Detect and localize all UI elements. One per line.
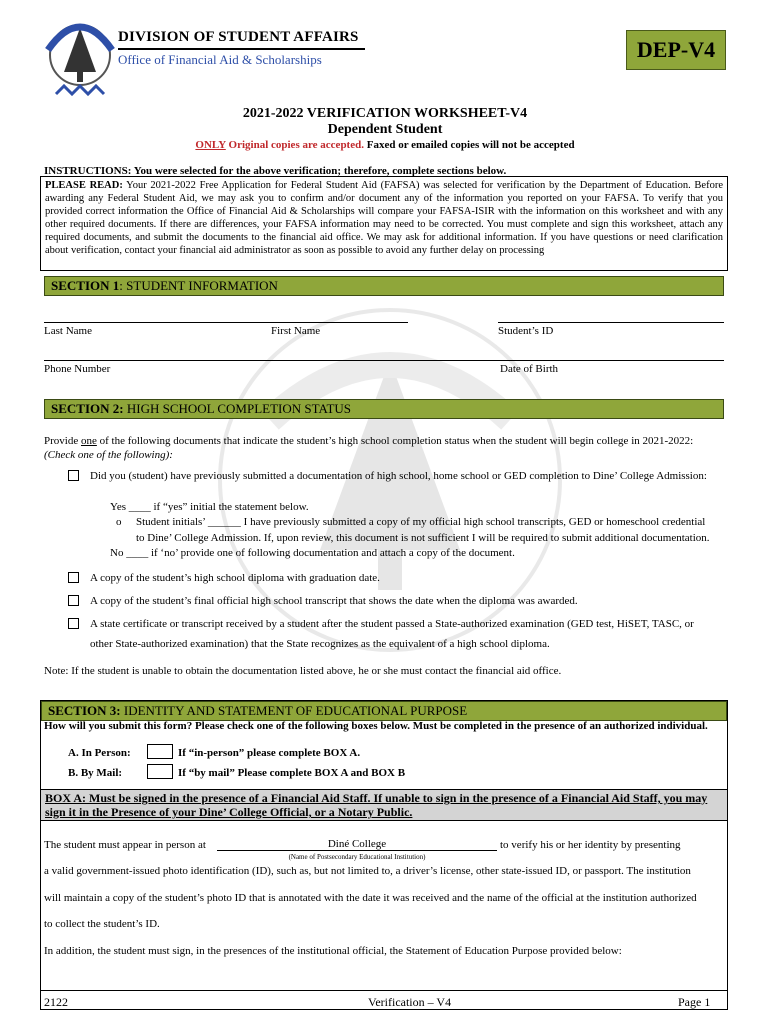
in-person-text: If “in-person” please complete BOX A. [178, 747, 361, 759]
please-read-box: PLEASE READ: Your 2021-2022 Free Application for Federal Student Aid (FAFSA) was selected for verification by the Department of Education. Before awarding any Federal Student Aid, we may ask you to confirm and/or document any of the information you reported on your FAFSA. To verify that you provided correct information the Office of Financial Aid & Scholarships will compare your FAFSA-ISIR with the information on this worksheet and with any other required documents. If there are differences, your FAFSA information may need to be corrected. You must complete and sign this worksheet, attach any required documents, and submit the documents to the financial aid office. We may ask for additional information. If you have questions or need clarification about verification, contact your financial aid administrator as soon as possible to avoid any further delay on processing [40, 176, 728, 271]
statement-intro: In addition, the student must sign, in the presences of the institutional official, the Statement of Education Purpose provided below: [44, 945, 622, 957]
photo-id-text-2: will maintain a copy of the student’s photo ID that is annotated with the date it was received and the name of the official at the institution authorized [44, 892, 697, 904]
section-2-header: SECTION 2: HIGH SCHOOL COMPLETION STATUS [44, 399, 724, 419]
photo-id-text-1: a valid government-issued photo identification (ID), such as, but not limited to, a driver’s license, other state-issued ID, or passport. The institution [44, 865, 691, 877]
option-previously-submitted-checkbox[interactable] [68, 470, 79, 481]
yes-line: Yes ____ if “yes” initial the statement below. [110, 501, 309, 513]
option-state-certificate-checkbox[interactable] [68, 618, 79, 629]
option-transcript-label: A copy of the student’s final official high school transcript that shows the date when the diploma was awarded. [90, 595, 578, 607]
phone-dob-line[interactable] [44, 360, 724, 361]
option-diploma-label: A copy of the student’s high school diploma with graduation date. [90, 572, 380, 584]
option-state-certificate-label-1: A state certificate or transcript received by a student after the student passed a State-authorized examination (GED test, HiSET, TASC, or [90, 618, 694, 630]
copies-notice: ONLY Original copies are accepted. Faxed or emailed copies will not be accepted [195, 139, 575, 151]
last-name-label: Last Name [44, 325, 92, 337]
student-id-label: Student’s ID [498, 325, 554, 337]
dob-label: Date of Birth [500, 363, 559, 375]
initials-statement-2: to Dine’ College Admission. If, upon review, this document is not sufficient I will be required to submit additional documentation. [136, 532, 710, 544]
by-mail-text: If “by mail” Please complete BOX A and BOX B [178, 767, 406, 779]
bullet-o: o [116, 516, 122, 528]
section-2-note: Note: If the student is unable to obtain the documentation listed above, he or she must contact the financial aid office. [44, 665, 562, 677]
no-line: No ____ if ‘no’ provide one of following documentation and attach a copy of the document. [110, 547, 515, 559]
worksheet-subtitle: Dependent Student [327, 122, 443, 137]
box-a-heading: BOX A: Must be signed in the presence of a Financial Aid Staff. If unable to sign in the presence of a Financial Aid Staff, you may sign it in the Presence of your Dine’ College Official, or a Notary Public. [41, 789, 727, 821]
header-rule [118, 48, 365, 50]
phone-label: Phone Number [44, 363, 111, 375]
verify-identity-text: to verify his or her identity by presenting [500, 839, 681, 851]
option-previously-submitted-label: Did you (student) have previously submitted a documentation of high school, home school or GED completion to Dine’ College Admission: [90, 470, 707, 482]
institution-name: Diné College [327, 838, 387, 850]
option-state-certificate-label-2: other State-authorized examination) that the State recognizes as the equivalent of a high school diploma. [90, 638, 550, 650]
photo-id-text-3: to collect the student’s ID. [44, 918, 160, 930]
option-transcript-checkbox[interactable] [68, 595, 79, 606]
dine-college-logo [40, 10, 120, 105]
section-2-intro: Provide one of the following documents that indicate the student’s high school completion status when the student will begin college in 2021-2022: (Check one of the following): [44, 435, 694, 461]
form-version-badge: DEP-V4 [626, 30, 726, 70]
division-title: DIVISION OF STUDENT AFFAIRS [118, 29, 359, 45]
last-first-name-line[interactable] [44, 322, 408, 323]
student-id-line[interactable] [498, 322, 724, 323]
page-number: Page 1 [678, 995, 711, 1009]
option-diploma-checkbox[interactable] [68, 572, 79, 583]
office-subtitle: Office of Financial Aid & Scholarships [118, 52, 322, 67]
by-mail-checkbox[interactable] [147, 764, 173, 779]
first-name-label: First Name [271, 325, 321, 337]
footer-rule [40, 990, 728, 991]
footer-title: Verification – V4 [368, 995, 452, 1009]
appear-in-person-text: The student must appear in person at [44, 839, 206, 851]
section-3-header: SECTION 3: IDENTITY AND STATEMENT OF EDUCATIONAL PURPOSE [41, 701, 727, 721]
institution-caption: (Name of Postsecondary Educational Institution) [288, 853, 426, 861]
instructions-heading: INSTRUCTIONS: You were selected for the above verification; therefore, complete sections below. [44, 165, 507, 177]
by-mail-option: B. By Mail: [68, 767, 123, 779]
submission-question: How will you submit this form? Please check one of the following boxes below. Must be completed in the presence of an authorized individual. [44, 720, 708, 732]
in-person-checkbox[interactable] [147, 744, 173, 759]
worksheet-title: 2021-2022 VERIFICATION WORKSHEET-V4 [242, 106, 528, 121]
footer-code: 2122 [44, 995, 68, 1009]
section-1-header: SECTION 1: STUDENT INFORMATION [44, 276, 724, 296]
in-person-option: A. In Person: [68, 747, 131, 759]
initials-statement-1: Student initials’ ______ I have previously submitted a copy of my official high school transcripts, GED or homeschool credential [136, 516, 706, 528]
